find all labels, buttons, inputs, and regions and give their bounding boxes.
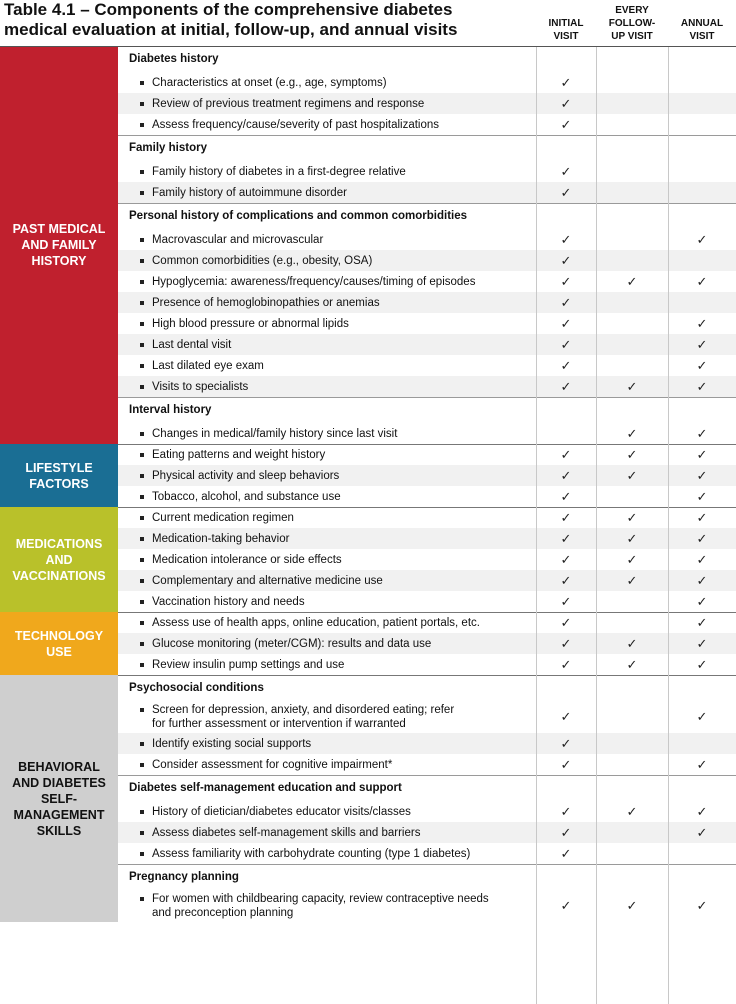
check-icon: ✓ <box>560 336 572 352</box>
check-icon: ✓ <box>696 467 708 483</box>
table-row <box>118 355 736 376</box>
bullet-icon <box>140 579 144 583</box>
bullet-icon <box>140 453 144 457</box>
column-divider <box>596 46 597 1004</box>
table-row <box>118 486 736 507</box>
check-icon: ✓ <box>696 898 708 913</box>
bullet-icon <box>140 474 144 478</box>
table-row <box>118 612 736 633</box>
check-icon: ✓ <box>560 95 572 111</box>
check-icon: ✓ <box>560 803 572 819</box>
column-header-annual: ANNUAL VISIT <box>680 18 724 42</box>
table-row <box>118 114 736 135</box>
table-row <box>118 182 736 203</box>
check-icon: ✓ <box>696 315 708 331</box>
table-row <box>118 633 736 654</box>
check-icon: ✓ <box>560 252 572 268</box>
table-row <box>118 528 736 549</box>
check-icon: ✓ <box>626 898 638 913</box>
table-row <box>118 465 736 486</box>
check-icon: ✓ <box>696 530 708 546</box>
check-icon: ✓ <box>560 294 572 310</box>
row-divider <box>118 775 736 776</box>
section-divider <box>118 675 736 676</box>
bullet-icon <box>140 301 144 305</box>
bullet-icon <box>140 642 144 646</box>
check-icon: ✓ <box>560 163 572 179</box>
row-divider <box>118 135 736 136</box>
check-icon: ✓ <box>696 446 708 462</box>
bullet-icon <box>140 831 144 835</box>
row-label: Consider assessment for cognitive impairment* <box>118 758 536 772</box>
check-icon: ✓ <box>626 635 638 651</box>
row-label: Glucose monitoring (meter/CGM): results and data use <box>118 637 536 651</box>
table-row <box>118 843 736 864</box>
row-label: Family history of autoimmune disorder <box>118 186 536 200</box>
title-line-1: Table 4.1 – Components of the comprehensive diabetes <box>4 0 453 19</box>
table-row <box>118 754 736 775</box>
check-icon: ✓ <box>560 572 572 588</box>
subheading-text: Diabetes history <box>129 53 219 65</box>
check-icon: ✓ <box>626 446 638 462</box>
row-label: Common comorbidities (e.g., obesity, OSA) <box>118 254 536 268</box>
check-icon: ✓ <box>560 735 572 751</box>
row-label: Screen for depression, anxiety, and disordered eating; refer for further assessment or intervention if warranted <box>118 703 536 731</box>
row-label: Tobacco, alcohol, and substance use <box>118 490 536 504</box>
subheading-text: Family history <box>129 142 207 154</box>
check-icon: ✓ <box>560 357 572 373</box>
check-icon: ✓ <box>626 425 638 441</box>
evaluation-table <box>0 46 736 1004</box>
check-icon: ✓ <box>560 378 572 394</box>
section-label-technology: TECHNOLOGY USE <box>0 612 118 675</box>
bullet-icon <box>140 537 144 541</box>
column-header-follow-up: EVERY FOLLOW- UP VISIT <box>608 5 656 42</box>
table-row <box>118 591 736 612</box>
bullet-icon <box>140 897 144 901</box>
bullet-icon <box>140 364 144 368</box>
check-icon: ✓ <box>560 116 572 132</box>
bullet-icon <box>140 810 144 814</box>
check-icon: ✓ <box>560 509 572 525</box>
check-icon: ✓ <box>696 273 708 289</box>
table-row <box>118 733 736 754</box>
row-divider <box>118 397 736 398</box>
check-icon: ✓ <box>626 467 638 483</box>
bullet-icon <box>140 763 144 767</box>
bullet-icon <box>140 102 144 106</box>
check-icon: ✓ <box>696 488 708 504</box>
check-icon: ✓ <box>626 273 638 289</box>
table-row <box>118 161 736 182</box>
subheading-row <box>118 135 736 161</box>
row-label: Macrovascular and microvascular <box>118 233 536 247</box>
table-row <box>118 444 736 465</box>
check-icon: ✓ <box>626 378 638 394</box>
row-label: Eating patterns and weight history <box>118 448 536 462</box>
bullet-icon <box>140 432 144 436</box>
subheading-text: Personal history of complications and common comorbidities <box>129 210 468 222</box>
check-icon: ✓ <box>560 273 572 289</box>
bullet-icon <box>140 170 144 174</box>
bullet-icon <box>140 191 144 195</box>
row-label: Assess diabetes self-management skills and barriers <box>118 826 536 840</box>
bullet-icon <box>140 343 144 347</box>
bullet-icon <box>140 322 144 326</box>
row-label: Review insulin pump settings and use <box>118 658 536 672</box>
check-icon: ✓ <box>696 824 708 840</box>
bullet-icon <box>140 742 144 746</box>
check-icon: ✓ <box>626 530 638 546</box>
table-row <box>118 93 736 114</box>
check-icon: ✓ <box>696 551 708 567</box>
subheading-row <box>118 675 736 701</box>
bullet-icon <box>140 123 144 127</box>
check-icon: ✓ <box>696 509 708 525</box>
row-label: Identify existing social supports <box>118 737 536 751</box>
row-label: Visits to specialists <box>118 380 536 394</box>
check-icon: ✓ <box>626 551 638 567</box>
subheading-text: Pregnancy planning <box>129 871 239 883</box>
table-row <box>118 701 736 733</box>
check-icon: ✓ <box>560 845 572 861</box>
check-icon: ✓ <box>560 709 572 724</box>
check-icon: ✓ <box>560 446 572 462</box>
check-icon: ✓ <box>560 656 572 672</box>
check-icon: ✓ <box>560 898 572 913</box>
header-divider <box>0 46 736 47</box>
row-label: For women with childbearing capacity, review contraceptive needs and preconception planning <box>118 892 536 920</box>
column-divider <box>536 46 537 1004</box>
subheading-text: Interval history <box>129 404 212 416</box>
bullet-icon <box>140 621 144 625</box>
check-icon: ✓ <box>626 656 638 672</box>
table-row <box>118 292 736 313</box>
row-label: Hypoglycemia: awareness/frequency/causes/timing of episodes <box>118 275 536 289</box>
table-row <box>118 507 736 528</box>
check-icon: ✓ <box>560 824 572 840</box>
table-row <box>118 313 736 334</box>
check-icon: ✓ <box>560 593 572 609</box>
column-header-initial: INITIAL VISIT <box>548 18 584 42</box>
row-divider <box>118 864 736 865</box>
table-row <box>118 376 736 397</box>
check-icon: ✓ <box>560 231 572 247</box>
row-label: Last dental visit <box>118 338 536 352</box>
check-icon: ✓ <box>626 572 638 588</box>
table-row <box>118 250 736 271</box>
row-label: Vaccination history and needs <box>118 595 536 609</box>
check-icon: ✓ <box>696 756 708 772</box>
bullet-icon <box>140 600 144 604</box>
check-icon: ✓ <box>560 530 572 546</box>
section-divider <box>118 444 736 445</box>
check-icon: ✓ <box>560 488 572 504</box>
table-row <box>118 229 736 250</box>
subheading-row <box>118 864 736 890</box>
check-icon: ✓ <box>696 656 708 672</box>
check-icon: ✓ <box>560 635 572 651</box>
row-label: Medication-taking behavior <box>118 532 536 546</box>
section-label-lifestyle: LIFESTYLE FACTORS <box>0 444 118 507</box>
table-row <box>118 570 736 591</box>
row-label: Changes in medical/family history since last visit <box>118 427 536 441</box>
check-icon: ✓ <box>696 378 708 394</box>
subheading-row <box>118 397 736 423</box>
bullet-icon <box>140 852 144 856</box>
bullet-icon <box>140 708 144 712</box>
section-divider <box>118 612 736 613</box>
table-title <box>0 0 536 46</box>
row-label: Assess familiarity with carbohydrate counting (type 1 diabetes) <box>118 847 536 861</box>
check-icon: ✓ <box>560 184 572 200</box>
row-label: Medication intolerance or side effects <box>118 553 536 567</box>
row-label: Assess frequency/cause/severity of past hospitalizations <box>118 118 536 132</box>
row-label: Current medication regimen <box>118 511 536 525</box>
subheading-text: Psychosocial conditions <box>129 682 264 694</box>
row-label: Last dilated eye exam <box>118 359 536 373</box>
check-icon: ✓ <box>560 614 572 630</box>
table-row <box>118 271 736 292</box>
table-row <box>118 654 736 675</box>
row-divider <box>118 203 736 204</box>
table-row <box>118 423 736 444</box>
table-row <box>118 549 736 570</box>
check-icon: ✓ <box>560 467 572 483</box>
row-label: History of dietician/diabetes educator visits/classes <box>118 805 536 819</box>
check-icon: ✓ <box>696 803 708 819</box>
check-icon: ✓ <box>560 315 572 331</box>
bullet-icon <box>140 558 144 562</box>
section-label-past: PAST MEDICAL AND FAMILY HISTORY <box>0 46 118 444</box>
table-row <box>118 72 736 93</box>
check-icon: ✓ <box>696 572 708 588</box>
subheading-row <box>118 46 736 72</box>
table-row <box>118 334 736 355</box>
check-icon: ✓ <box>560 74 572 90</box>
row-label: Family history of diabetes in a first-degree relative <box>118 165 536 179</box>
table-row <box>118 822 736 843</box>
check-icon: ✓ <box>626 803 638 819</box>
check-icon: ✓ <box>560 551 572 567</box>
title-line-2: medical evaluation at initial, follow-up, and annual visits <box>4 20 458 39</box>
bullet-icon <box>140 385 144 389</box>
section-label-behavioral: BEHAVIORAL AND DIABETES SELF- MANAGEMENT SKILLS <box>0 675 118 922</box>
bullet-icon <box>140 259 144 263</box>
column-divider <box>668 46 669 1004</box>
subheading-row <box>118 775 736 801</box>
check-icon: ✓ <box>696 593 708 609</box>
check-icon: ✓ <box>696 614 708 630</box>
bullet-icon <box>140 238 144 242</box>
table-row <box>118 801 736 822</box>
check-icon: ✓ <box>696 635 708 651</box>
check-icon: ✓ <box>696 357 708 373</box>
bullet-icon <box>140 81 144 85</box>
section-divider <box>118 507 736 508</box>
row-label: Assess use of health apps, online education, patient portals, etc. <box>118 616 536 630</box>
row-label: High blood pressure or abnormal lipids <box>118 317 536 331</box>
bullet-icon <box>140 663 144 667</box>
check-icon: ✓ <box>560 756 572 772</box>
table-row <box>118 890 736 922</box>
subheading-row <box>118 203 736 229</box>
check-icon: ✓ <box>696 231 708 247</box>
check-icon: ✓ <box>696 336 708 352</box>
subheading-text: Diabetes self-management education and support <box>129 782 402 794</box>
row-label: Characteristics at onset (e.g., age, symptoms) <box>118 76 536 90</box>
check-icon: ✓ <box>696 709 708 724</box>
bullet-icon <box>140 516 144 520</box>
row-label: Physical activity and sleep behaviors <box>118 469 536 483</box>
check-icon: ✓ <box>626 509 638 525</box>
section-label-medications: MEDICATIONS AND VACCINATIONS <box>0 507 118 612</box>
row-label: Complementary and alternative medicine use <box>118 574 536 588</box>
bullet-icon <box>140 280 144 284</box>
row-label: Review of previous treatment regimens and response <box>118 97 536 111</box>
check-icon: ✓ <box>696 425 708 441</box>
bullet-icon <box>140 495 144 499</box>
row-label: Presence of hemoglobinopathies or anemias <box>118 296 536 310</box>
